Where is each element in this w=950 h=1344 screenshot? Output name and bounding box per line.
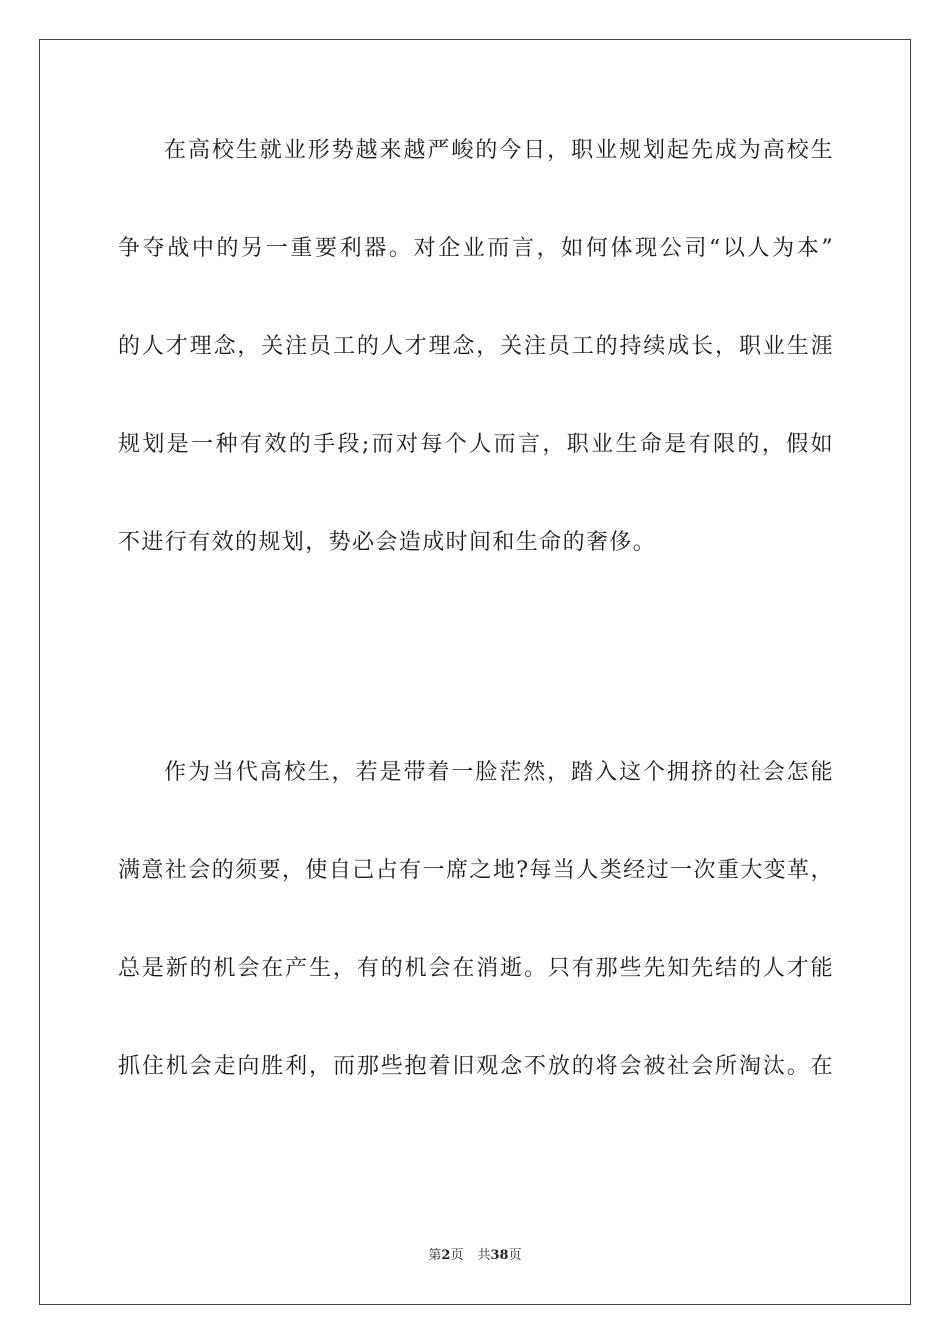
- paragraph-1-line-2: 争夺战中的另一重要利器。对企业而言，如何体现公司“以人为本”: [118, 236, 834, 261]
- page-border: [39, 39, 911, 1305]
- paragraph-1-line-5: 不进行有效的规划，势必会造成时间和生命的奢侈。: [118, 530, 657, 555]
- paragraph-2-line-3: 总是新的机会在产生，有的机会在消逝。只有那些先知先结的人才能: [118, 956, 834, 981]
- page-number: 2: [441, 1248, 451, 1263]
- total-prefix: 共: [477, 1248, 491, 1263]
- page-suffix: 页: [450, 1248, 464, 1263]
- paragraph-2-line-4: 抓住机会走向胜利，而那些抱着旧观念不放的将会被社会所淘汰。在: [118, 1054, 834, 1079]
- paragraph-1-line-1: 在高校生就业形势越来越严峻的今日，职业规划起先成为高校生: [164, 138, 834, 163]
- total-pages: 38: [490, 1248, 509, 1263]
- paragraph-2-line-1: 作为当代高校生，若是带着一脸茫然，踏入这个拥挤的社会怎能: [164, 760, 834, 785]
- paragraph-1-line-3: 的人才理念，关注员工的人才理念，关注员工的持续成长，职业生涯: [118, 334, 834, 359]
- page-footer: [0, 1247, 950, 1265]
- page-prefix: 第: [428, 1248, 442, 1263]
- paragraph-1-line-4: 规划是一种有效的手段;而对每个人而言，职业生命是有限的，假如: [118, 432, 834, 457]
- total-suffix: 页: [508, 1248, 522, 1263]
- paragraph-2-line-2: 满意社会的须要，使自己占有一席之地?每当人类经过一次重大变革，: [118, 858, 834, 883]
